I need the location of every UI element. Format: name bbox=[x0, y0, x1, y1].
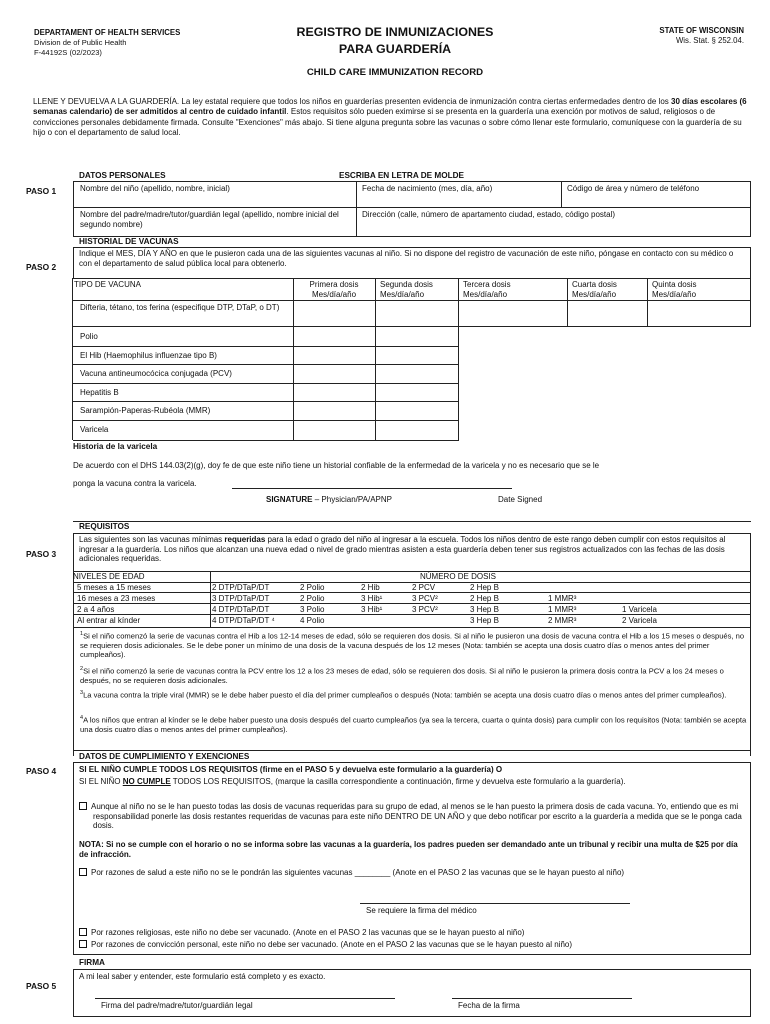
state-block bbox=[560, 26, 744, 46]
vaccine-row: Vacuna antineumocócica conjugada (PCV) bbox=[80, 369, 232, 378]
paso4-line2: SI EL NIÑO NO CUMPLE TODOS LOS REQUISITOS, (marque la casilla correspondiente a continuación, firme y devuelva este formulario a la guardería). bbox=[79, 777, 626, 786]
requirement-cell-polio: 2 Polio bbox=[300, 594, 325, 603]
form-title-line1: REGISTRO DE INMUNIZACIONES bbox=[296, 25, 494, 39]
col-dose3: Tercera dosis Mes/día/año bbox=[463, 280, 511, 299]
statute-ref: Wis. Stat. § 252.04. bbox=[675, 36, 744, 46]
requirement-cell-hib: 3 Hib¹ bbox=[361, 605, 383, 614]
paso4-line1: SI EL NIÑO CUMPLE TODOS LOS REQUISITOS (firme en el PASO 5 y devuelva este formulario a la guardería) O bbox=[79, 765, 503, 774]
requirement-cell-dtp: 4 DTP/DTaP/DT bbox=[212, 605, 270, 614]
col-dose4: Cuarta dosis Mes/día/año bbox=[572, 280, 617, 299]
paso4-title: DATOS DE CUMPLIMIENTO Y EXENCIONES bbox=[79, 752, 250, 761]
form-title-line2: PARA GUARDERÍA bbox=[338, 42, 452, 57]
religious-exemption-checkbox[interactable] bbox=[79, 928, 87, 936]
requirement-cell-dtp: 2 DTP/DTaP/DT bbox=[212, 583, 270, 592]
parent-name-field[interactable]: Nombre del padre/madre/tutor/guardián legal (apellido, nombre inicial del segundo nombre) bbox=[80, 210, 339, 229]
paso4-note: NOTA: Si no se cumple con el horario o no se informa sobre las vacunas a la guardería, los padres pueden ser demandado ante un tribunal y recibir una multa de $25 por día de infracción. bbox=[79, 840, 738, 859]
requirement-cell-level: 16 meses a 23 meses bbox=[77, 594, 156, 603]
col-vaccine-type: TIPO DE VACUNA bbox=[74, 280, 141, 289]
col-age-levels: NIVELES DE EDAD bbox=[73, 572, 145, 581]
intro-bold: 30 días escolares (6 semanas calendario) de ser admitidos al centro de cuidado infantil bbox=[33, 97, 747, 117]
signature-date-field[interactable]: Fecha de la firma bbox=[458, 1001, 520, 1010]
requirement-cell-var: 1 Varicela bbox=[622, 605, 657, 614]
requirement-cell-polio: 3 Polio bbox=[300, 605, 325, 614]
child-name-field[interactable]: Nombre del niño (apellido, nombre, inicial) bbox=[80, 184, 230, 193]
form-title-block bbox=[250, 24, 540, 78]
col-dose2: Segunda dosis Mes/día/año bbox=[380, 280, 433, 299]
requirement-cell-pcv: 2 PCV bbox=[412, 583, 436, 592]
paso3-label: PASO 3 bbox=[26, 549, 57, 559]
requirement-cell-level: Al entrar al kínder bbox=[77, 616, 141, 625]
requirement-cell-hepb: 3 Hep B bbox=[470, 605, 499, 614]
parent-signature-field[interactable]: Firma del padre/madre/tutor/guardián legal bbox=[101, 1001, 253, 1010]
requirement-cell-level: 2 a 4 años bbox=[77, 605, 115, 614]
vaccine-row: Hepatitis B bbox=[80, 388, 119, 397]
requirement-cell-mmr: 1 MMR³ bbox=[548, 594, 577, 603]
col-dose-count: NÚMERO DE DOSIS bbox=[420, 572, 497, 581]
option-health-exemption: Por razones de salud a este niño no se le pondrán las siguientes vacunas ________ (Anote en el PASO 2 las vacunas que se le hayan puesto al niño) bbox=[79, 868, 747, 878]
health-exemption-checkbox[interactable] bbox=[79, 868, 87, 876]
requirement-cell-mmr: 1 MMR³ bbox=[548, 605, 577, 614]
requirement-cell-dtp: 3 DTP/DTaP/DT bbox=[212, 594, 270, 603]
paso2-title: HISTORIAL DE VACUNAS bbox=[79, 237, 179, 246]
paso5-label: PASO 5 bbox=[26, 981, 57, 991]
footnote-3: $^3$La vacuna contra la triple viral (MMR) se le debe haber puesto el día del primer cumpleaños o después (Nota: también se acepta una dosis cuatro días o menos antes del primer cumpleaños). bbox=[80, 690, 727, 700]
paso3-title: REQUISITOS bbox=[79, 522, 130, 531]
requirement-cell-hepb: 2 Hep B bbox=[470, 594, 499, 603]
requirement-cell-hib: 2 Hib bbox=[361, 583, 380, 592]
requirement-cell-hepb: 3 Hep B bbox=[470, 616, 499, 625]
department-name: DEPARTAMENT OF HEALTH SERVICES bbox=[34, 28, 181, 37]
paso5-title: FIRMA bbox=[79, 958, 105, 967]
paso2-instructions: Indique el MES, DÍA Y AÑO en que le pusieron cada una de las siguientes vacunas al niño. Si no dispone del registro de vacunación de este niño, póngase en contacto con su médico o con el departamento de salud pública local para obtenerlo. bbox=[79, 249, 734, 268]
vaccine-row: El Hib (Haemophilus influenzae tipo B) bbox=[80, 351, 217, 360]
requirement-cell-hepb: 2 Hep B bbox=[470, 583, 499, 592]
requirement-cell-var: 2 Varicela bbox=[622, 616, 657, 625]
physician-signature[interactable]: SIGNATURE – Physician/PA/APNP bbox=[266, 495, 392, 504]
varicela-text1: De acuerdo con el DHS 144.03(2)(g), doy fe de que este niño tiene un historial confiable de la enfermedad de la varicela y no es necesario que se le bbox=[73, 461, 600, 470]
intro-paragraph bbox=[33, 97, 751, 139]
vaccine-row: Varicela bbox=[80, 425, 109, 434]
varicela-text2: ponga la vacuna contra la varicela. bbox=[73, 479, 197, 488]
requirement-cell-hib: 3 Hib¹ bbox=[361, 594, 383, 603]
requirement-cell-dtp: 4 DTP/DTaP/DT ⁴ bbox=[212, 616, 275, 625]
agency-block bbox=[34, 28, 274, 57]
requirement-cell-pcv: 3 PCV² bbox=[412, 594, 438, 603]
vaccine-row: Difteria, tétano, tos ferina (especifique DTP, DTaP, o DT) bbox=[80, 303, 280, 312]
doctor-signature-label[interactable]: Se requiere la firma del médico bbox=[366, 906, 477, 915]
requirement-cell-level: 5 meses a 15 meses bbox=[77, 583, 151, 592]
paso4-label: PASO 4 bbox=[26, 766, 57, 776]
personal-exemption-checkbox[interactable] bbox=[79, 940, 87, 948]
address-field[interactable]: Dirección (calle, número de apartamento ciudad, estado, código postal) bbox=[362, 210, 616, 219]
paso1-label: PASO 1 bbox=[26, 186, 57, 196]
paso2-label: PASO 2 bbox=[26, 262, 57, 272]
option-partial-compliance: Aunque al niño no se le han puesto todas las dosis de vacunas requeridas para su grupo de edad, al menos se le han puesto la primera dosis de cada vacuna. Yo, entiendo que es mi responsabilidad ponerle las dosis restantes requeridas de vacunas para este niño DENTRO DE UN AÑO y que debo notificar por escrito a la guardería a medida que se le ponga cada dosis. bbox=[79, 802, 747, 831]
requirement-cell-pcv: 3 PCV² bbox=[412, 605, 438, 614]
requirement-cell-polio: 2 Polio bbox=[300, 583, 325, 592]
footnote-2: $^2$Si el niño comenzó la serie de vacunas contra la PCV entre los 12 a los 23 meses de edad, sólo se requieren dos dosis. Si al niño le pusieron la primera dosis contra la PCV a los 24 meses o después, no se requieren dosis adicionales. bbox=[80, 666, 724, 685]
vaccine-row: Sarampión-Paperas-Rubéola (MMR) bbox=[80, 406, 211, 415]
option-religious-exemption: Por razones religiosas, este niño no debe ser vacunado. (Anote en el PASO 2 las vacunas que se le hayan puesto al niño) bbox=[79, 928, 747, 938]
form-title-english: CHILD CARE IMMUNIZATION RECORD bbox=[306, 66, 484, 78]
vaccine-row: Polio bbox=[80, 332, 98, 341]
print-note: ESCRIBA EN LETRA DE MOLDE bbox=[339, 171, 464, 180]
footnote-4: $^4$A los niños que entran al kínder se le debe haber puesto una dosis después del cuarto cumpleaños (ya sea la tercera, cuarta o quinta dosis) para cumplir con los requisitos (Nota: también se acepta una dosis cuatro días o menos antes del primer cumpleaños). bbox=[80, 715, 747, 734]
state-name: STATE OF WISCONSIN bbox=[659, 26, 744, 35]
partial-compliance-checkbox[interactable] bbox=[79, 802, 87, 810]
option-personal-exemption: Por razones de convicción personal, este niño no debe ser vacunado. (Anote en el PASO 2 las vacunas que se le hayan puesto al niño) bbox=[79, 940, 747, 950]
division-name: Division de of Public Health bbox=[34, 37, 127, 47]
footnote-1: $^1$Si el niño comenzó la serie de vacunas contra el Hib a los 12-14 meses de edad, sólo se requieren dos dosis. Si al niño le pusieron una dosis de vacuna contra el Hib a los 15 meses o después, no se requieren dosis adicionales. Se le debe poner un mínimo de una dosis de la vacuna después de los 12 meses (Nota: también se acepta una dosis cuatro días o menos antes del primer cumpleaños). bbox=[80, 631, 745, 659]
paso3-text: Las siguientes son las vacunas mínimas requeridas para la edad o grado del niño al ingresar a la escuela. Todos los niños dentro de este rango deben cumplir con estos requisitos al ingresar a la guardería. Los niños que alcanzan una nueva edad o nivel de grado mientras asisten a esta guardería deben tener sus registros actualizados con las fechas de las dosis adicionales requeridas. bbox=[79, 535, 726, 564]
intro-part1: LLENE Y DEVUELVA A LA GUARDERÍA. La ley estatal requiere que todos los niños en guarderías presenten evidencia de inmunización contra ciertas enfermedades dentro de los bbox=[33, 97, 672, 106]
varicela-title: Historia de la varicela bbox=[73, 442, 158, 451]
phone-field[interactable]: Código de área y número de teléfono bbox=[567, 184, 700, 193]
col-dose5: Quinta dosis Mes/día/año bbox=[652, 280, 697, 299]
intro-part2: . Estos requisitos sólo pueden eximirse si se presenta en la guardería una exención por motivos de salud, religiosos o de convicciones personales debidamente firmada. Consulte "Exenciones" más abajo. Si tiene alguna pregunta sobre las vacunas o sobre cómo llenar este formulario, comuníquese con la guardería de su hijo o con el departamento de salud local. bbox=[33, 107, 742, 138]
requirement-cell-mmr: 2 MMR³ bbox=[548, 616, 577, 625]
date-signed[interactable]: Date Signed bbox=[498, 495, 543, 504]
requirement-cell-polio: 4 Polio bbox=[300, 616, 325, 625]
paso1-title: DATOS PERSONALES bbox=[79, 171, 166, 180]
paso5-statement: A mi leal saber y entender, este formulario está completo y es exacto. bbox=[79, 972, 326, 981]
form-number: F-44192S (02/2023) bbox=[34, 47, 102, 57]
birth-date-field[interactable]: Fecha de nacimiento (mes, día, año) bbox=[362, 184, 493, 193]
col-dose1: Primera dosis Mes/día/año bbox=[309, 280, 359, 299]
